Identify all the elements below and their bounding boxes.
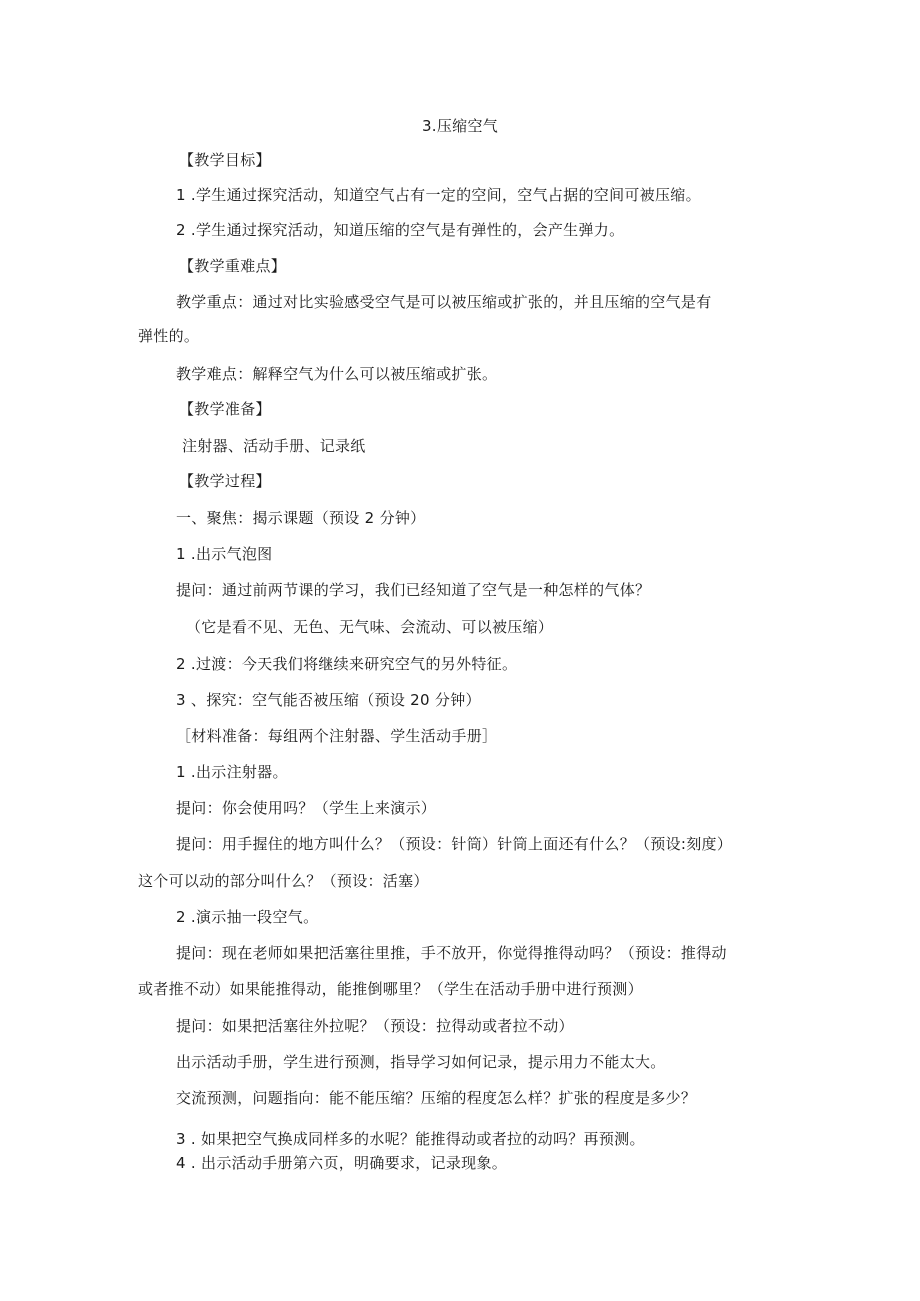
question-5: 提问：如果把活塞往外拉呢？（预设：拉得动或者拉不动） — [176, 1017, 574, 1035]
step-3-2: 2 .演示抽一段空气。 — [176, 908, 319, 926]
answer-1: （它是看不见、无色、无气味、会流动、可以被压缩） — [186, 618, 554, 636]
question-2: 提问：你会使用吗？（学生上来演示） — [176, 799, 437, 817]
process-heading: 【教学过程】 — [179, 472, 271, 490]
keypoints-heading: 【教学重难点】 — [179, 257, 287, 275]
prep-items: 注射器、活动手册、记录纸 — [182, 437, 366, 455]
exchange-prediction: 交流预测，问题指向：能不能压缩？压缩的程度怎么样？扩张的程度是多少？ — [176, 1089, 697, 1107]
step-3-3: 3 . 如果把空气换成同样多的水呢？能推得动或者拉的动吗？再预测。 — [176, 1130, 645, 1148]
handbook-instruction: 出示活动手册，学生进行预测，指导学习如何记录，提示用力不能太大。 — [176, 1053, 666, 1071]
page-title: 3.压缩空气 — [421, 117, 499, 135]
section-3-heading: 3 、探究：空气能否被压缩（预设 20 分钟） — [176, 691, 481, 709]
section-1-heading: 一、聚焦：揭示课题（预设 2 分钟） — [176, 509, 426, 527]
objective-1: 1 .学生通过探究活动，知道空气占有一定的空间，空气占据的空间可被压缩。 — [176, 186, 701, 204]
key-point-line-2: 弹性的。 — [138, 327, 200, 345]
question-3-line-1: 提问：用手握住的地方叫什么？（预设：针筒）针筒上面还有什么？（预设:刻度） — [176, 835, 733, 853]
question-1: 提问：通过前两节课的学习，我们已经知道了空气是一种怎样的气体？ — [176, 581, 651, 599]
step-1-2: 2 .过渡：今天我们将继续来研究空气的另外特征。 — [176, 655, 518, 673]
step-1-1: 1 .出示气泡图 — [176, 545, 273, 563]
question-3-line-2: 这个可以动的部分叫什么？（预设：活塞） — [138, 872, 429, 890]
difficulty-text: 教学难点：解释空气为什么可以被压缩或扩张。 — [176, 365, 498, 383]
question-4-line-2: 或者推不动）如果能推得动，能推倒哪里？（学生在活动手册中进行预测） — [138, 980, 643, 998]
question-4-line-1: 提问：现在老师如果把活塞往里推，手不放开，你觉得推得动吗？（预设：推得动 — [176, 944, 727, 962]
step-3-1: 1 .出示注射器。 — [176, 763, 288, 781]
prep-heading: 【教学准备】 — [179, 400, 271, 418]
materials-note: ［材料准备：每组两个注射器、学生活动手册］ — [176, 727, 498, 745]
key-point-line-1: 教学重点：通过对比实验感受空气是可以被压缩或扩张的，并且压缩的空气是有 — [176, 293, 712, 311]
objectives-heading: 【教学目标】 — [179, 151, 271, 169]
objective-2: 2 .学生通过探究活动，知道压缩的空气是有弹性的，会产生弹力。 — [176, 221, 625, 239]
step-3-4: 4 . 出示活动手册第六页，明确要求，记录现象。 — [176, 1154, 508, 1172]
